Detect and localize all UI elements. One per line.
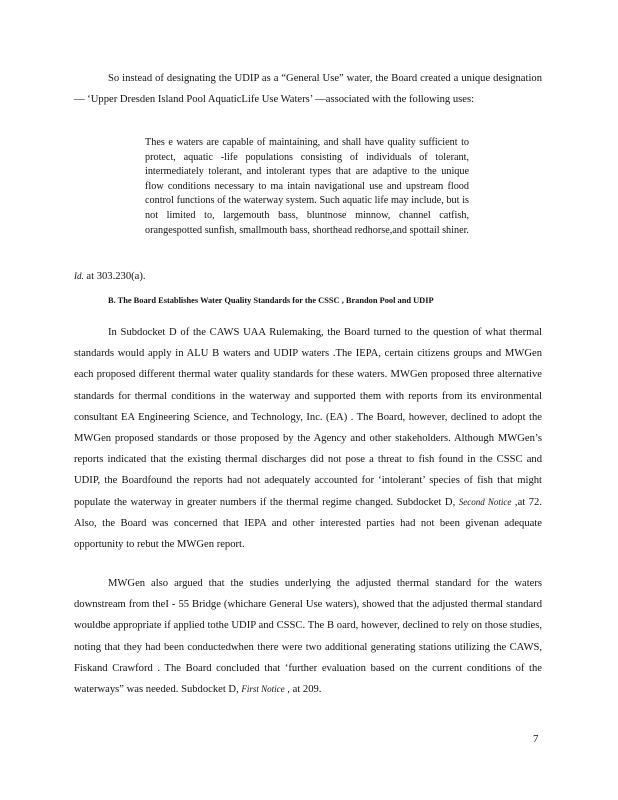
mwgen-italic: First Notice bbox=[241, 684, 285, 695]
mwgen-text-b: , at 209. bbox=[284, 684, 322, 696]
subdocket-paragraph bbox=[74, 322, 542, 555]
page-number: 7 bbox=[533, 733, 539, 745]
subdocket-text-a: In Subdocket D of the CAWS UAA Rulemaking, the Board turned to the question of what thermal standards would apply in ALU B waters and UDIP waters .The IEPA, certain citizens groups and MWGen each proposed different thermal water quality standards for these waters. MWGen proposed three alternative standards for thermal conditions in the waterway and supported them with reports from its environmental consultant EA Engineering Science, and Technology, Inc. (EA) . The Board, however, declined to adopt the MWGen proposed standards or those proposed by the Agency and other stakeholders. Although MWGen’s reports indicated that the existing thermal discharges did not pose a threat to fish found in the CSSC and UDIP, the Boardfound the reports had not adequately accounted for ‘intolerant’ species of fish that might populate the waterway in greater numbers if the thermal regime changed. Subdocket D, bbox=[74, 327, 542, 508]
citation-italic: Id. bbox=[74, 271, 84, 281]
citation-text: at 303.230(a). bbox=[83, 271, 146, 282]
mwgen-text-a: MWGen also argued that the studies underlying the adjusted thermal standard for the waters downstream from theI - 55 Bridge (whichare General Use waters), showed that the adjusted thermal standard wouldbe appropriate if applied tothe UDIP and CSSC. The B oard, however, declined to rely on those studies, noting that they had been conductedwhen there were two additional generating stations utilizing the CAWS, Fiskand Crawford . The Board concluded that ‘further evaluation based on the current conditions of the waterways” was needed. Subdocket D, bbox=[74, 578, 542, 696]
subdocket-italic: Second Notice bbox=[458, 496, 512, 507]
section-heading: B. The Board Establishes Water Quality Standards for the CSSC , Brandon Pool and UDIP bbox=[108, 296, 434, 305]
citation bbox=[74, 271, 146, 282]
mwgen-paragraph bbox=[74, 573, 542, 700]
intro-paragraph: So instead of designating the UDIP as a “General Use” water, the Board created a unique designation— ‘Upper Dresden Island Pool AquaticLife Use Waters’ —associated with the following uses: bbox=[74, 73, 542, 106]
block-quote: Thes e waters are capable of maintaining, and shall have quality sufficient to protect, aquatic -life populations consisting of individuals of tolerant, intermediately tolerant, and intolerant types that are adaptive to the unique flow conditions necessary to ma intain navigational use and upstream flood control functions of the waterway system. Such aquatic life may include, but is not limited to, largemouth bass, bluntnose minnow, channel catfish, orangespotted sunfish, smallmouth bass, shorthead redhorse,and spottail shiner. bbox=[145, 137, 469, 236]
subdocket-text-b: ,at 72. Also, the Board was concerned that IEPA and other interested parties had not been givenan adequate opportunity to rebut the MWGen report. bbox=[74, 496, 542, 551]
